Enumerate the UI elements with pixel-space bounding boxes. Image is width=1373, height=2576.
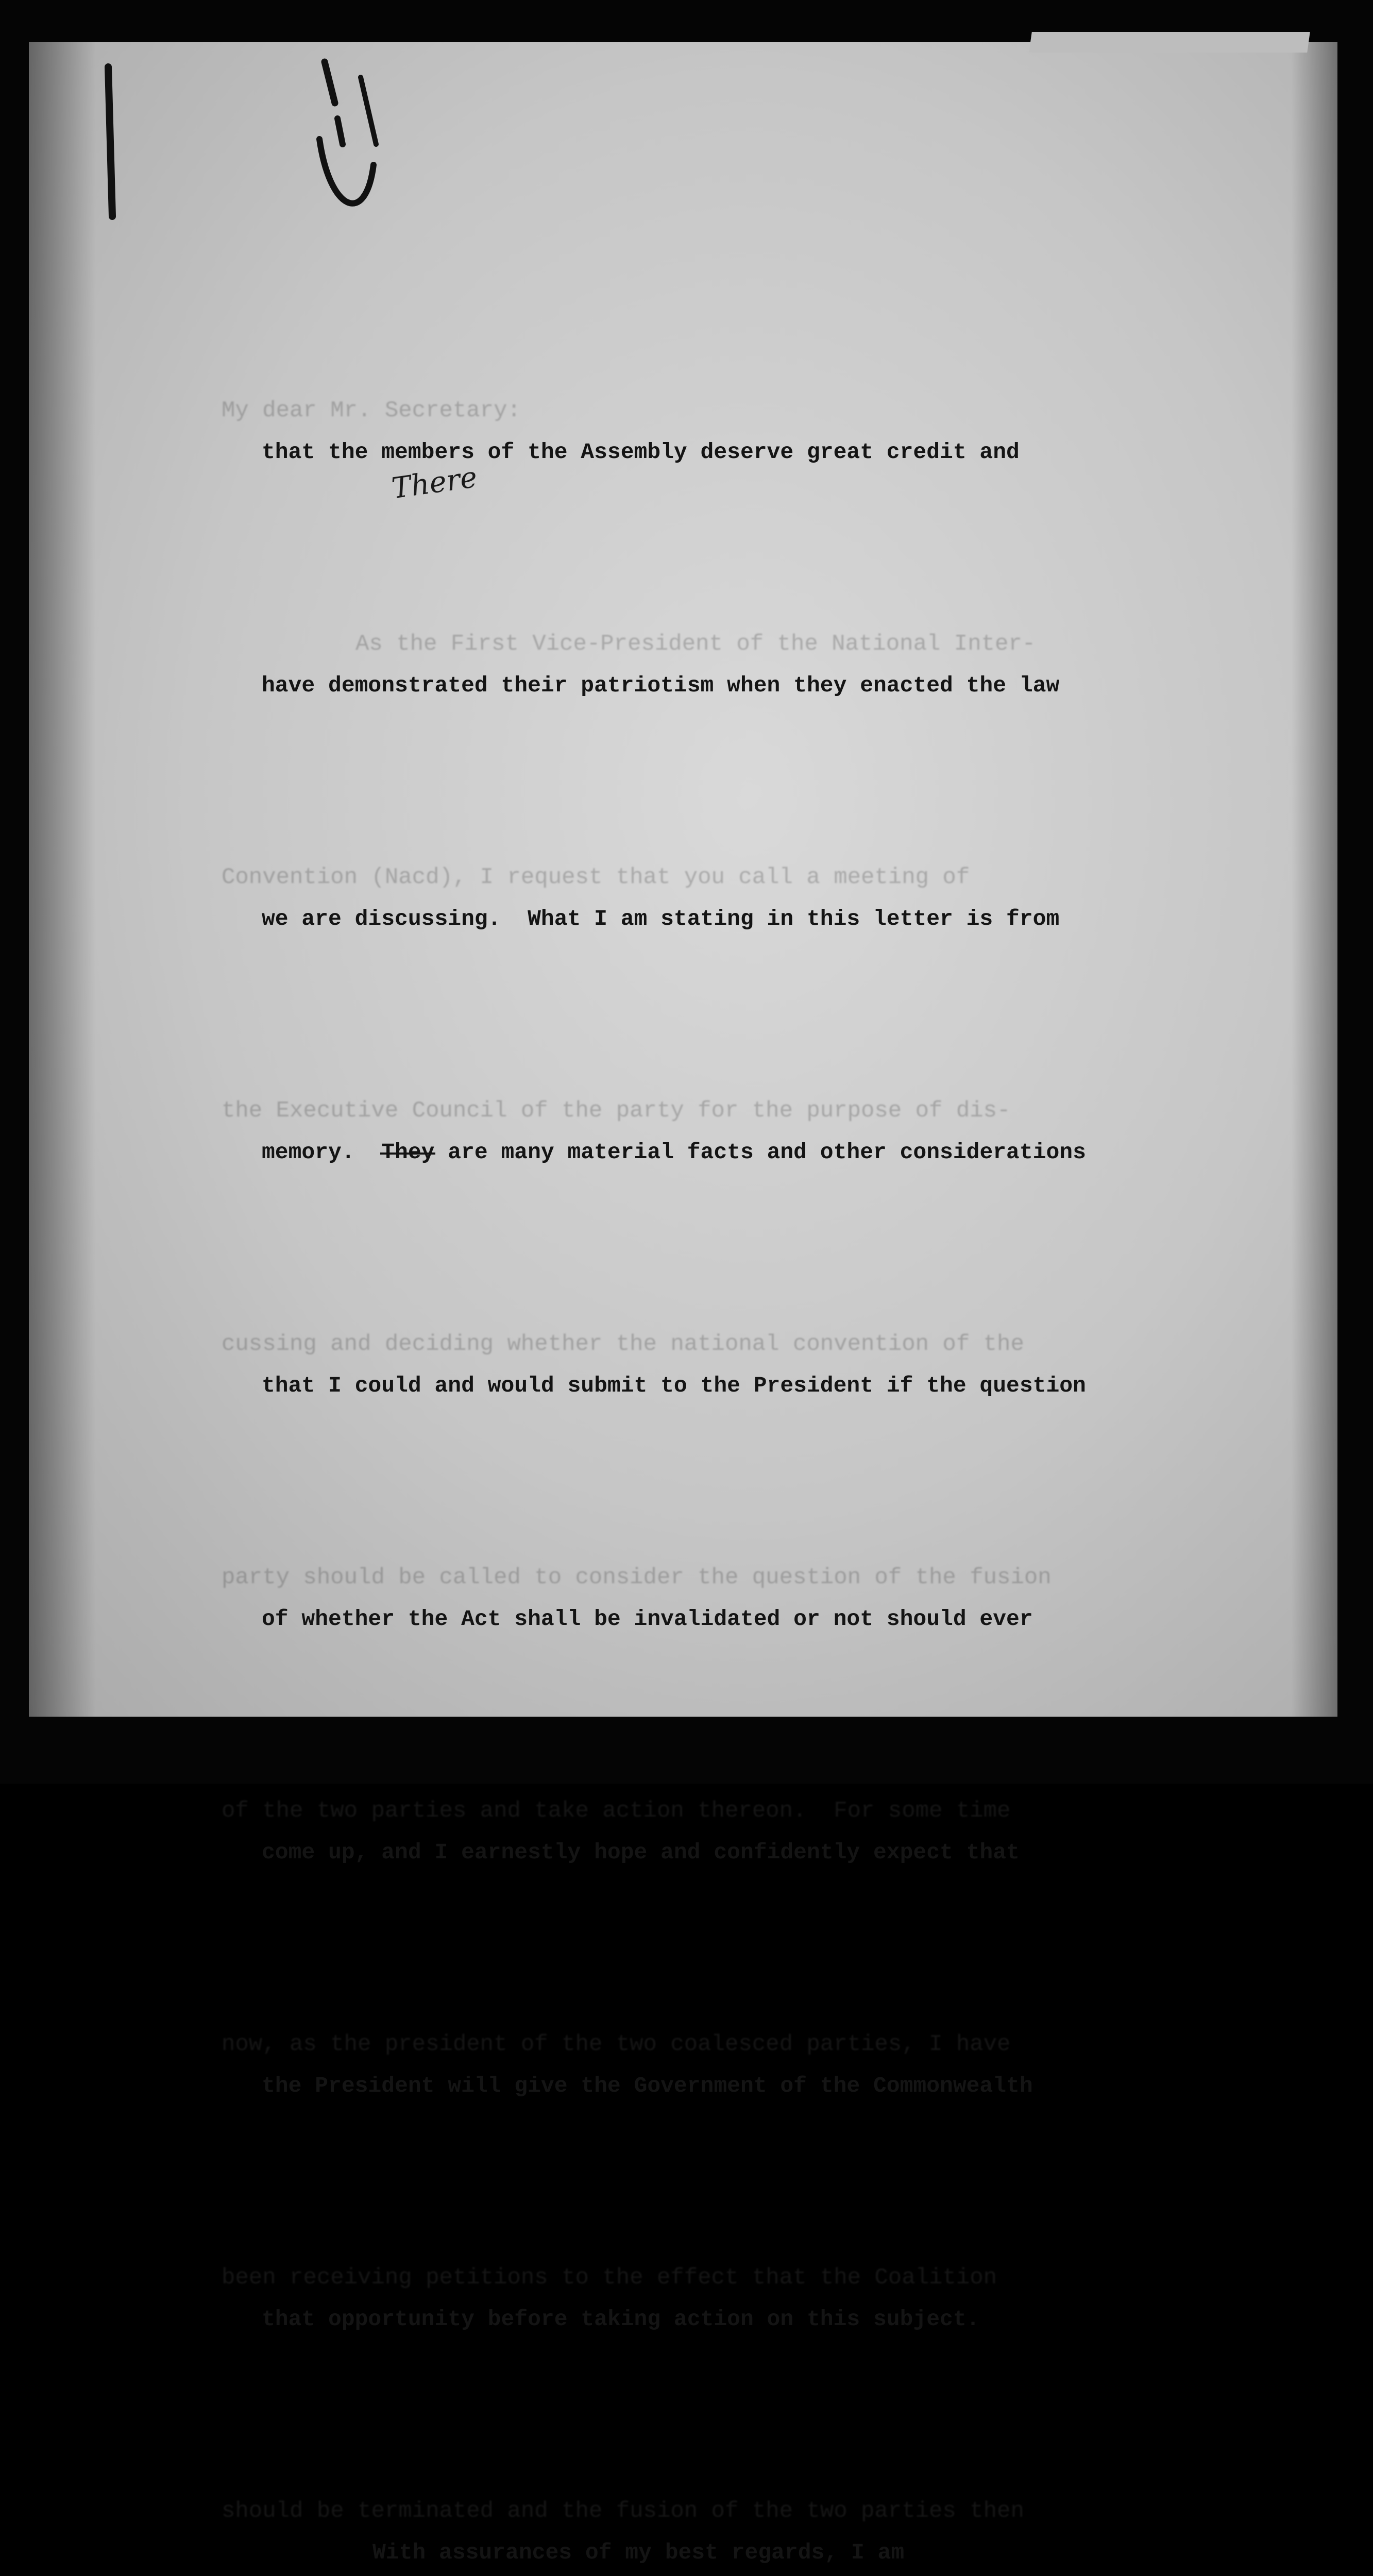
letter-body	[262, 258, 1241, 2576]
ink-mark-icons	[77, 41, 407, 237]
ghost-line: cussing and deciding whether the national convention of the	[222, 1331, 1024, 1357]
page-edge-shadow-right	[1291, 42, 1337, 1717]
letter-line: come up, and I earnestly hope and confidently expect that	[262, 1840, 1020, 1865]
letter-line: that I could and would submit to the President if the question	[262, 1373, 1086, 1398]
ghost-line: now, as the president of the two coalesced parties, I have	[222, 2031, 1011, 2057]
pencil-mark-icon	[337, 118, 343, 144]
pencil-mark-icon	[361, 77, 376, 144]
handwritten-correction: There	[389, 460, 480, 506]
struck-word: They	[381, 1140, 435, 1165]
vertical-mark-icon	[108, 67, 112, 216]
page-edge-shadow-left	[29, 42, 96, 1717]
letter-line: the President will give the Government of the Commonwealth	[262, 2073, 1033, 2098]
ghost-line: the Executive Council of the party for the purpose of dis-	[222, 1098, 1011, 1124]
hook-mark-icon	[319, 139, 374, 204]
letter-line: have demonstrated their patriotism when they enacted the law	[262, 673, 1060, 698]
ghost-line: Convention (Nacd), I request that you call a meeting of	[222, 865, 970, 890]
closing-line: With assurances of my best regards, I am	[372, 2540, 905, 2565]
letter-line: of whether the Act shall be invalidated or not should ever	[262, 1606, 1033, 1632]
ghost-line: As the First Vice-President of the National Inter-	[355, 631, 1036, 657]
ghost-line: party should be called to consider the question of the fusion	[222, 1565, 1052, 1590]
letter-line	[262, 1113, 1241, 1191]
letter-line: that the members of the Assembly deserve great credit and	[262, 439, 1020, 465]
ghost-line: of the two parties and take action thereon. For some time	[222, 1798, 1011, 1824]
pencil-mark-icon	[325, 62, 335, 103]
letter-text: are many material facts and other considerations	[434, 1140, 1086, 1165]
ghost-line: been receiving petitions to the effect that the Coalition	[222, 2265, 997, 2291]
ghost-line: should be terminated and the fusion of the two parties then	[222, 2498, 1024, 2524]
letter-line: that opportunity before taking action on this subject.	[262, 2307, 980, 2332]
page-corner-tab	[1029, 32, 1310, 53]
letter-text: memory.	[262, 1140, 382, 1165]
ghost-line: My dear Mr. Secretary:	[222, 398, 521, 423]
letter-line: we are discussing. What I am stating in this letter is from	[262, 906, 1060, 931]
